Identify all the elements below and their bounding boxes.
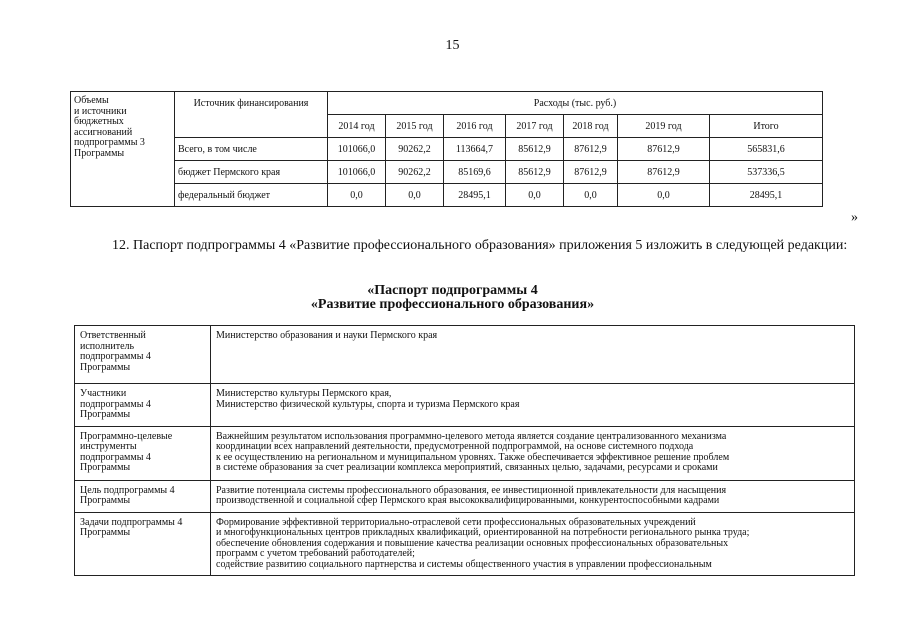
passport-value — [211, 426, 855, 480]
value-line: координации всех направлений деятельности, предусмотренной подпрограммой, на основе системного подхода — [216, 441, 694, 452]
value-line: программ с учетом требований работодателей; — [216, 548, 415, 559]
total-cell: 28495,1 — [710, 184, 823, 207]
value-line: содействие развитию социального партнерства и системы общественного участия в управлении профессиональным — [216, 558, 712, 570]
value-line: Министерство физической культуры, спорта и туризма Пермского края — [216, 398, 520, 410]
passport-value — [211, 480, 855, 512]
key-line: подпрограммы 4 — [80, 351, 151, 362]
table-row — [71, 138, 823, 161]
value-cell: 87612,9 — [618, 161, 710, 184]
caption-line: Программы — [74, 147, 125, 159]
financing-table — [70, 91, 823, 207]
value-cell: 87612,9 — [618, 138, 710, 161]
value-cell: 0,0 — [618, 184, 710, 207]
value-line: Развитие потенциала системы профессионального образования, ее инвестиционной привлекательности для насыщения — [216, 484, 727, 496]
value-cell: 85612,9 — [506, 138, 564, 161]
year-header: 2015 год — [386, 115, 444, 138]
year-header: 2014 год — [328, 115, 386, 138]
passport-row — [75, 512, 855, 576]
key-line: Программы — [80, 527, 131, 538]
source-header: Источник финансирования — [175, 92, 328, 138]
key-line: Задачи подпрограммы 4 — [80, 516, 183, 528]
value-cell: 90262,2 — [386, 138, 444, 161]
value-line: Формирование эффективной территориально-отраслевой сети профессиональных образовательных учреждений — [216, 516, 696, 528]
year-header: 2016 год — [444, 115, 506, 138]
key-line: Программно-целевые — [80, 430, 173, 442]
key-line: подпрограммы 4 — [80, 451, 151, 463]
table-row — [71, 161, 823, 184]
total-cell: 565831,6 — [710, 138, 823, 161]
year-header: 2018 год — [564, 115, 618, 138]
value-line: и многофункциональных центров прикладных квалификаций, ориентированной на потребности регионального рынка труда; — [216, 527, 750, 538]
page-number: 15 — [445, 38, 460, 53]
year-header: 2017 год — [506, 115, 564, 138]
caption-line: ассигнований — [74, 126, 133, 138]
key-line: Ответственный — [80, 330, 146, 341]
caption-line: Объемы — [74, 95, 109, 106]
value-cell: 90262,2 — [386, 161, 444, 184]
value-cell: 87612,9 — [564, 138, 618, 161]
caption-line: и источники — [74, 105, 127, 117]
value-line: Министерство образования и науки Пермского края — [216, 330, 438, 341]
row-label: бюджет Пермского края — [175, 161, 328, 184]
passport-table — [74, 325, 855, 576]
year-header: 2019 год — [618, 115, 710, 138]
passport-key — [75, 480, 211, 512]
key-line: Цель подпрограммы 4 — [80, 484, 175, 496]
value-cell: 0,0 — [564, 184, 618, 207]
value-cell: 101066,0 — [328, 138, 386, 161]
key-line: подпрограммы 4 — [80, 398, 151, 410]
value-line: Министерство культуры Пермского края, — [216, 388, 392, 399]
key-line: инструменты — [80, 441, 137, 452]
passport-title — [0, 284, 905, 312]
amendment-paragraph: 12. Паспорт подпрограммы 4 «Развитие профессионального образования» приложения 5 изложить в следующей редакции: — [112, 238, 848, 253]
value-line: в системе образования за счет реализации комплекса мероприятий, связанных целью, задачами, ресурсами и сроками — [216, 462, 718, 473]
value-cell: 28495,1 — [444, 184, 506, 207]
key-line: Участники — [80, 388, 127, 399]
passport-row — [75, 480, 855, 512]
value-cell: 0,0 — [506, 184, 564, 207]
table-row — [71, 184, 823, 207]
key-line: Программы — [80, 462, 131, 473]
row-label: Всего, в том числе — [175, 138, 328, 161]
key-line: Программы — [80, 495, 131, 506]
passport-title-line: «Паспорт подпрограммы 4 — [367, 283, 538, 298]
value-cell: 113664,7 — [444, 138, 506, 161]
value-cell: 87612,9 — [564, 161, 618, 184]
key-line: Программы — [80, 361, 131, 373]
value-cell: 85169,6 — [444, 161, 506, 184]
passport-value — [211, 384, 855, 427]
value-line: производственной и социальной сфер Пермского края высококвалифицированными, конкурентоспособными кадрами — [216, 495, 720, 506]
value-cell: 101066,0 — [328, 161, 386, 184]
value-cell: 0,0 — [386, 184, 444, 207]
total-header: Итого — [710, 115, 823, 138]
key-line: исполнитель — [80, 340, 135, 352]
passport-value — [211, 326, 855, 384]
key-line: Программы — [80, 409, 131, 420]
value-cell: 85612,9 — [506, 161, 564, 184]
passport-row — [75, 384, 855, 427]
caption-line: подпрограммы 3 — [74, 137, 145, 148]
value-cell: 0,0 — [328, 184, 386, 207]
value-line: обеспечение обновления содержания и повышение качества реализации основных профессиональных образовательных — [216, 537, 729, 549]
passport-key — [75, 426, 211, 480]
value-line: к ее осуществлению на региональном и муниципальном уровнях. Также обеспечивается эффективное решение проблем — [216, 451, 730, 463]
passport-key — [75, 384, 211, 427]
passport-key — [75, 326, 211, 384]
passport-row — [75, 426, 855, 480]
passport-key — [75, 512, 211, 576]
expenses-header: Расходы (тыс. руб.) — [328, 92, 823, 115]
passport-row — [75, 326, 855, 384]
value-line: Важнейшим результатом использования программно-целевого метода является создание централизованного механизма — [216, 430, 727, 442]
passport-value — [211, 512, 855, 576]
closing-quote: » — [851, 210, 858, 225]
row-label: федеральный бюджет — [175, 184, 328, 207]
financing-header-row — [71, 92, 823, 115]
financing-caption-cell — [71, 92, 175, 207]
total-cell: 537336,5 — [710, 161, 823, 184]
caption-line: бюджетных — [74, 116, 124, 127]
passport-title-line: «Развитие профессионального образования» — [310, 297, 595, 312]
